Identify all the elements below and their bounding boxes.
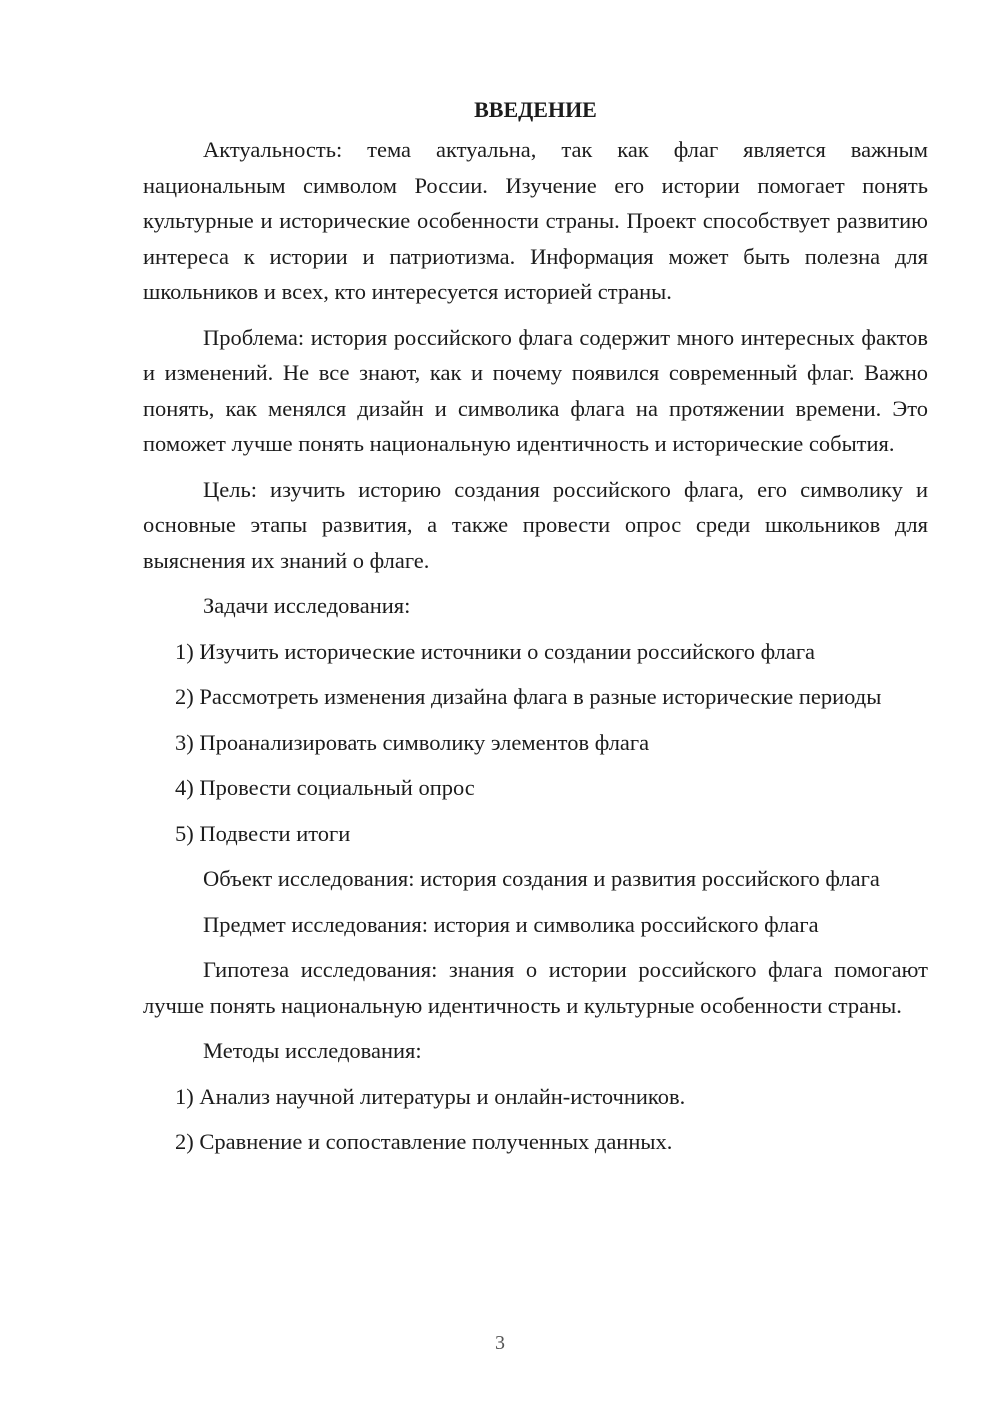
tasks-title: Задачи исследования: [203,593,411,618]
task-item-2: 2) Рассмотреть изменения дизайна флага в разные исторические периоды [175,684,882,709]
task-item-4: 4) Провести социальный опрос [175,775,475,800]
object-paragraph: Объект исследования: история создания и развития российского флага [203,866,880,891]
problem-paragraph: Проблема: история российского флага содержит много интересных фактов и изменений. Не все знают, как и почему появился современный флаг. Важно понять, как менялся дизайн и символика флага на протяжении времени. Это поможет лучше понять национальную идентичность и исторические события. [143,324,928,456]
goal-paragraph: Цель: изучить историю создания российского флага, его символику и основные этапы развития, а также провести опрос среди школьников для выяснения их знаний о флаге. [143,476,928,573]
method-item-2: 2) Сравнение и сопоставление полученных данных. [175,1129,673,1154]
task-item-1: 1) Изучить исторические источники о создании российского флага [175,638,816,664]
section-heading: ВВЕДЕНИЕ [474,97,597,122]
task-item-3: 3) Проанализировать символику элементов флага [175,729,650,755]
method-item-1: 1) Анализ научной литературы и онлайн-источников. [175,1083,686,1109]
page-number: 3 [495,1332,505,1354]
hypothesis-paragraph: Гипотеза исследования: знания о истории российского флага помогают лучше понять национальную идентичность и культурные особенности страны. [143,957,928,1018]
document-page [143,92,928,1170]
task-item-5: 5) Подвести итоги [175,820,351,846]
relevance-paragraph: Актуальность: тема актуальна, так как флаг является важным национальным символом России. Изучение его истории помогает понять культурные и исторические особенности страны. Проект способствует развитию интереса к истории и патриотизма. Информация может быть полезна для школьников и всех, кто интересуется историей страны. [143,137,928,304]
methods-title: Методы исследования: [203,1038,422,1063]
subject-paragraph: Предмет исследования: история и символика российского флага [203,911,819,937]
